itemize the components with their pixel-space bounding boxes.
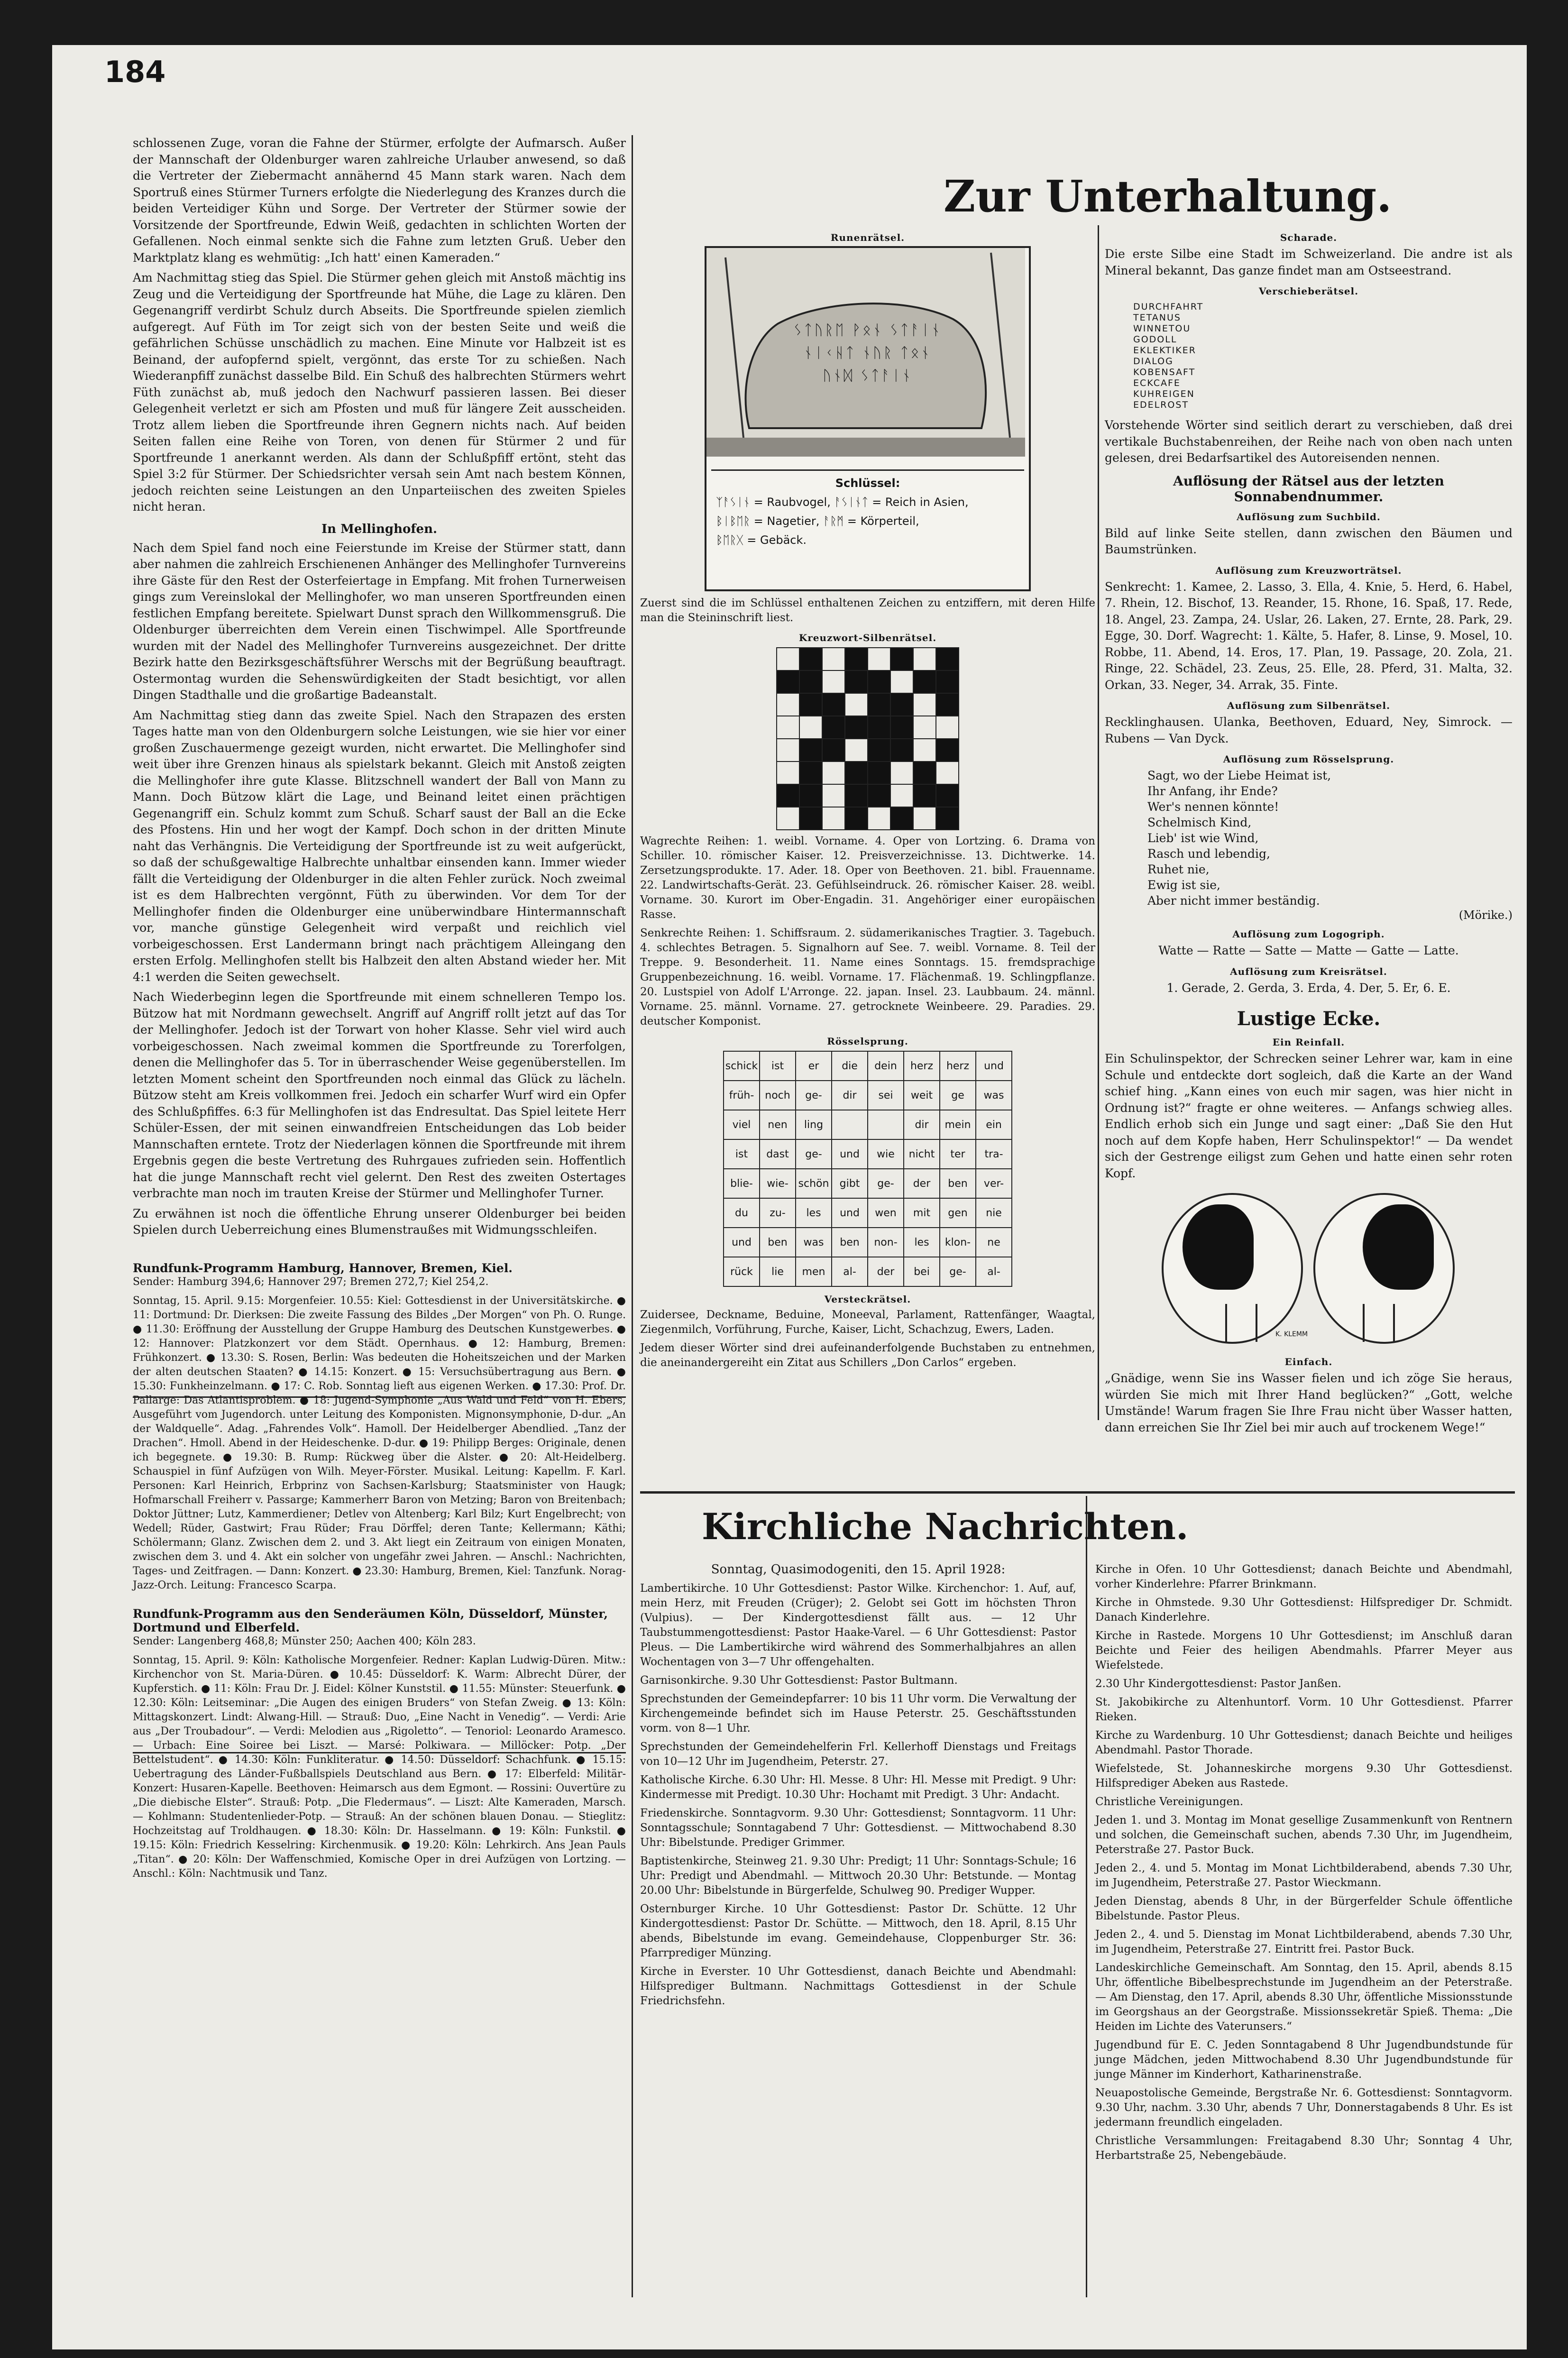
- crossword-black-cell: [845, 784, 868, 807]
- church-notice: Jeden Dienstag, abends 8 Uhr, in der Bürgerfelder Schule öffentliche Bibelstunde. Pastor Pleus.: [1095, 1895, 1513, 1922]
- crossword-black-cell: [799, 693, 822, 716]
- solution-text: Recklinghausen. Ulanka, Beethoven, Eduard, Ney, Simrock. — Rubens — Van Dyck.: [1105, 715, 1513, 745]
- knights-move-cell: dir: [832, 1081, 868, 1110]
- shift-word: KUHREIGEN: [1133, 389, 1195, 399]
- poem-line: Ihr Anfang, ihr Ende?: [1147, 784, 1278, 798]
- poem-line: Ruhet nie,: [1147, 862, 1210, 876]
- knights-move-cell: les: [904, 1228, 940, 1257]
- church-notice: Christliche Vereinigungen.: [1095, 1796, 1244, 1808]
- poem-line: Schelmisch Kind,: [1147, 816, 1252, 829]
- knights-move-cell: ist: [724, 1139, 760, 1169]
- rune-inscription-line: ᛊᛏᚢᚱᛖ ᚹᛟᚾ ᛊᛏᚨᛁᚾ: [793, 322, 942, 339]
- crossword-black-cell: [913, 762, 936, 784]
- radio-program-text: Sonntag, 15. April. 9: Köln: Katholische Morgenfeier. Redner: Kaplan Ludwig-Düren. Mitw.: Kirchenchor von St. Maria-Düren. ● 10.45: Düsseldorf: K. Warm: Albrecht Dürer, der Kupferstich. ● 11: Köln: Frau Dr. J. Eidel: Kölner Kunststil. ● 11.55: Münster: Steuerfunk. ● 12.30: Köln: Leitseminar: „Die Augen des einigen Bruders“ von Stefan Zweig. ● 13: Köln: Mittagskonzert. Lindt: Alwang-Hill. — Strauß: Duo, „Eine Nacht in Venedig“. — Verdi: Arie aus „Der Troubadour“. — Verdi: Melodien aus „Rigoletto“. — Tenoriol: Leonardo Aramesco. — Urbach: Eine Soiree bei Liszt. — Marsé: Polkiwara. — Millöcker: Potp. „Der Bettelstudent“. ● 14.30: Köln: Funkliteratur. ● 14.50: Düsseldorf: Schachfunk. ● 15.15: Uebertragung des Länder-Fußballspiels Deutschland aus Bern. ● 17: Elberfeld: Militär-Konzert: Husaren-Kapelle. Beethoven: Heimarsch aus dem Egmont. — Rossini: Ouvertüre zu „Die diebische Elster“. Strauß: Potp. „Die Fledermaus“. — Liszt: Alte Kameraden, Marsch. — Kohlmann: Studentenlieder-Potp. — Strauß: An der schönen blauen Donau. — Stieglitz: Hochzeitstag auf Troldhaugen. ● 18.30: Köln: Dr. Hasselmann. ● 19: Köln: Funkstil. ● 19.15: Köln: Friedrich Kesselring: Kirchenmusik. ● 19.20: Köln: Lehrkirch. Ans Jean Pauls „Titan“. ● 20: Köln: Der Waffenschmied, Komische Oper in drei Aufzügen von Lortzing. — Anschl.: Köln: Nachtmusik und Tanz.: [133, 1654, 626, 1880]
- crossword-black-cell: [845, 716, 868, 739]
- church-notice: Lambertikirche. 10 Uhr Gottesdienst: Pastor Wilke. Kirchenchor: 1. Auf, auf, mein Herz, mit Freuden (Crüger); 2. Gelobt sei Gott im höchsten Thron (Vulpius). — Der Kindergottesdienst fällt aus. — 12 Uhr Taubstummengottesdienst: Pastor Haake-Varel. — 6 Uhr Gottesdienst: Pastor Pleus. — Die Lambertikirche wird während des Sommerhalbjahres an allen Wochentagen von 3—7 Uhr offengehalten.: [640, 1582, 1076, 1668]
- solution-text: Watte — Ratte — Satte — Matte — Gatte — Latte.: [1158, 944, 1459, 957]
- solution-title: Auflösung zum Logogriph.: [1232, 928, 1385, 940]
- knights-move-cell: nen: [760, 1110, 796, 1139]
- crossword-white-cell: [936, 716, 959, 739]
- church-notice: 2.30 Uhr Kindergottesdienst: Pastor Janßen.: [1095, 1678, 1341, 1690]
- poem-line: Sagt, wo der Liebe Heimat ist,: [1147, 769, 1331, 782]
- knights-move-cell: ge-: [796, 1139, 832, 1169]
- article-paragraph: Zu erwähnen ist noch die öffentliche Ehrung unserer Oldenburger bei beiden Spielen durch Ueberreichung eines Blumenstraußes mit Widmungsschleifen.: [133, 1206, 626, 1237]
- solution-title: Auflösung zum Silbenrätsel.: [1227, 700, 1391, 711]
- sports-report-column: [133, 135, 626, 2297]
- rune-inscription-line: ᚾᛁᚲᚺᛏ ᚾᚢᚱ ᛏᛟᚾ: [804, 345, 932, 361]
- crossword-white-cell: [777, 648, 799, 670]
- crossword-white-cell: [868, 807, 890, 830]
- poem-line: Wer's nennen könnte!: [1147, 800, 1279, 814]
- church-notice: St. Jakobikirche zu Altenhuntorf. Vorm. 10 Uhr Gottesdienst. Pfarrer Rieken.: [1095, 1696, 1513, 1723]
- solution-text: Senkrecht: 1. Kamee, 2. Lasso, 3. Ella, 4. Knie, 5. Herd, 6. Habel, 7. Rhein, 12. Bischof, 13. Reander, 15. Rhone, 16. Spaß, 17. Rede, 18. Angel, 23. Zampa, 24. Uslar, 26. Laken, 27. Ernte, 28. Park, 29. Egge, 30. Dorf. Wagrecht: 1. Kälte, 5. Hafer, 8. Linse, 9. Mosel, 10. Robbe, 11. Abend, 14. Eros, 17. Plan, 19. Passage, 20. Zola, 21. Ringe, 22. Schädel, 23. Zeus, 25. Elle, 28. Pferd, 31. Malta, 32. Orkan, 33. Neger, 34. Arrak, 35. Finte.: [1105, 579, 1513, 692]
- crossword-white-cell: [822, 648, 845, 670]
- puzzle-title: Rösselsprung.: [827, 1036, 908, 1047]
- crossword-black-cell: [845, 762, 868, 784]
- crossword-black-cell: [936, 693, 959, 716]
- knights-move-cell: ben: [760, 1228, 796, 1257]
- puzzle-title: Kreuzwort-Silbenrätsel.: [798, 632, 937, 643]
- cartoon-caption: „Gnädige, wenn Sie ins Wasser fielen und ich zöge Sie heraus, würden Sie mich mit Ihrer Hand beglücken?“ „Gott, welche Umstände! Warum fragen Sie Ihre Frau nicht über Wasser hatten, dann erreichen Sie Ihr Ziel bei mir auch auf trockenem Wege!“: [1105, 1371, 1513, 1434]
- radio-program-heading: Rundfunk-Programm Hamburg, Hannover, Bremen, Kiel.: [133, 1261, 513, 1275]
- shift-word: ECKCAFE: [1133, 378, 1181, 388]
- crossword-white-cell: [799, 716, 822, 739]
- knights-move-cell: und: [976, 1051, 1012, 1081]
- knights-move-cell: herz: [904, 1051, 940, 1081]
- church-notice: Jugendbund für E. C. Jeden Sonntagabend 8 Uhr Jugendbundstunde für junge Mädchen, jeden Mittwochabend 8.30 Uhr Jugendbundstunde für junge Männer im Kinderhort, Katharinenstraße.: [1095, 2039, 1513, 2081]
- crossword-black-cell: [777, 670, 799, 693]
- crossword-black-cell: [868, 784, 890, 807]
- humor-heading: Lustige Ecke.: [1237, 1008, 1381, 1030]
- hidden-word-instructions: Jedem dieser Wörter sind drei aufeinanderfolgende Buchstaben zu entnehmen, die aneinandergereiht ein Zitat aus Schillers „Don Carlos“ ergeben.: [640, 1342, 1095, 1369]
- church-news-date: Sonntag, Quasimodogeniti, den 15. April 1928:: [711, 1562, 1006, 1577]
- subheading: In Mellinghofen.: [321, 522, 438, 536]
- knights-move-cell: ein: [976, 1110, 1012, 1139]
- crossword-white-cell: [913, 693, 936, 716]
- church-notice: Katholische Kirche. 6.30 Uhr: Hl. Messe. 8 Uhr: Hl. Messe mit Predigt. 9 Uhr: Kindermesse mit Predigt. 10.30 Uhr: Hochamt mit Predigt. 3 Uhr: Andacht.: [640, 1774, 1076, 1801]
- knights-move-cell: men: [796, 1257, 832, 1286]
- rune-puzzle-illustration: [705, 246, 1031, 591]
- solution-title: Auflösung zum Suchbild.: [1237, 511, 1381, 523]
- crossword-white-cell: [822, 807, 845, 830]
- church-notice: Landeskirchliche Gemeinschaft. Am Sonntag, den 15. April, abends 8.15 Uhr, öffentliche Bibelbesprechstunde im Jugendheim an der Peterstraße. — Am Dienstag, den 17. April, abends 8.30 Uhr, öffentliche Missionsstunde im Georgshaus an der Georgstraße. Missionssekretär Spieß. Thema: „Die Heiden im Lichte des Vaterunsers.“: [1095, 1962, 1513, 2033]
- crossword-black-cell: [868, 762, 890, 784]
- crossword-black-cell: [890, 693, 913, 716]
- crossword-black-cell: [799, 784, 822, 807]
- puzzle-title: Scharade.: [1280, 232, 1338, 243]
- crossword-black-cell: [822, 716, 845, 739]
- church-news-column-2: [1095, 1562, 1513, 2297]
- knights-move-cell: gibt: [832, 1169, 868, 1198]
- puzzles-solutions-column: [1105, 225, 1513, 1434]
- church-notice: Baptistenkirche, Steinweg 21. 9.30 Uhr: Predigt; 11 Uhr: Sonntags-Schule; 16 Uhr: Predigt und Abendmahl. — Mittwoch 20.30 Uhr: Betstunde. — Montag 20.00 Uhr: Bibelstunde in Bürgerfelde, Schulweg 90. Prediger Wupper.: [640, 1855, 1076, 1897]
- crossword-white-cell: [777, 693, 799, 716]
- knights-move-cell: dein: [868, 1051, 904, 1081]
- poem-line: Lieb' ist wie Wind,: [1147, 831, 1259, 845]
- article-paragraph: Am Nachmittag stieg dann das zweite Spiel. Nach den Strapazen des ersten Tages hatte man von den Oldenburgern solche Leistungen, wie sie hier vor einer großen Zuschauermenge gezeigt wurden, nicht erwartet. Die Mellinghofer sind weit über ihre Grenzen hinaus als spielstark bekannt. Gleich mit Anstoß zeigten die Mellinghofer ihre gute Klasse. Blitzschnell wandert der Ball von Mann zu Mann. Doch Bützow klärt die Lage, und Beinand leitet einen prächtigen Gegenangriff ein. Schulz kommt zum Schuß. Scharf saust der Ball an die Ecke des Pfostens. Hin und her wogt der Kampf. Doch schon in der dritten Minute naht das Verhängnis. Die Verteidigung der Sportfreunde ist zu weit aufgerückt, so daß der schußgewaltige Halbrechte unhaltbar einsenden kann. Immer wieder fällt die Verteidigung der Oldenburger in die alten Fehler zurück. Noch zweimal ist es dem Halbrechten vergönnt, Füth zu überwinden. Vor dem Tor der Mellinghofer finden die Oldenburger eine unüberwindbare Hintermannschaft vor, manche günstige Gelegenheit wird verpaßt und reichlich viel vorbeigeschossen. Erst Landermann bringt nach prächtigem Alleingang den ersten Erfolg. Mellinghofen stellt bis Halbzeit den alten Abstand wieder her. Mit 4:1 werden die Seiten gewechselt.: [133, 708, 626, 984]
- crossword-black-cell: [936, 648, 959, 670]
- crossword-black-cell: [890, 807, 913, 830]
- church-notice: Wiefelstede, St. Johanneskirche morgens 9.30 Uhr Gottesdienst. Hilfsprediger Abeken aus Rastede.: [1095, 1762, 1513, 1789]
- church-notice: Garnisonkirche. 9.30 Uhr Gottesdienst: Pastor Bultmann.: [640, 1674, 958, 1687]
- column-rule: [632, 135, 633, 2297]
- solutions-heading: Auflösung der Rätsel aus der letzten Sonnabendnummer.: [1173, 473, 1445, 505]
- knights-move-cell: dir: [904, 1110, 940, 1139]
- knights-move-cell: al-: [976, 1257, 1012, 1286]
- knights-move-cell: mein: [940, 1110, 976, 1139]
- knights-move-cell: und: [832, 1139, 868, 1169]
- crossword-white-cell: [822, 670, 845, 693]
- puzzle-title: Runenrätsel.: [830, 232, 905, 243]
- knights-move-cell: rück: [724, 1257, 760, 1286]
- cartoon-signature: K. KLEMM: [1275, 1330, 1308, 1338]
- puzzle-title: Verschieberätsel.: [1258, 285, 1359, 297]
- crossword-white-cell: [822, 784, 845, 807]
- church-notice: Friedenskirche. Sonntagvorm. 9.30 Uhr: Gottesdienst; Sonntagvorm. 11 Uhr: Sonntagsschule; Sonntagabend 7 Uhr: Gottesdienst. — Mittwochabend 8.30 Uhr: Bibelstunde. Prediger Grimmer.: [640, 1807, 1076, 1849]
- solution-title: Auflösung zum Rösselsprung.: [1223, 753, 1394, 765]
- shift-word: DIALOG: [1133, 356, 1174, 367]
- crossword-grid: [776, 647, 959, 830]
- crossword-white-cell: [777, 739, 799, 762]
- crossword-black-cell: [868, 693, 890, 716]
- crossword-white-cell: [913, 716, 936, 739]
- knights-move-cell: und: [724, 1228, 760, 1257]
- crossword-black-cell: [799, 648, 822, 670]
- radio-program-text: Sonntag, 15. April. 9.15: Morgenfeier. 10.55: Kiel: Gottesdienst in der Universitätskirche. ● 11: Dortmund: Dr. Dierksen: Die zweite Fassung des Bildes „Der Morgen“ von Ph. O. Runge. ● 11.30: Eröffnung der Ausstellung der Gruppe Hamburg des Deutschen Kunstgewerbes. ● 12: Hannover: Platzkonzert vor dem Städt. Opernhaus. ● 12: Hamburg, Bremen: Frühkonzert. ● 13.30: S. Rosen, Berlin: Was bedeuten die Hoheitszeichen und der Marken der alten deutschen Staaten? ● 14.15: Konzert. ● 15: Versuchsübertragung aus Bern. ● 15.30: Funkheinzelmann. ● 17: C. Rob. Sonntag lieft aus eigenen Werken. ● 17.30: Prof. Dr. Pallarge: Das Atlantisproblem. ● 18: Jugend-Symphonie „Aus Wald und Feld“ von H. Ebers, Ausgeführt vom Jugendorch. unter Leitung des Komponisten. Mignonsymphonie, D-dur. „An der Waldquelle“. Adag. „Fahrendes Volk“. Hamoll. Der Heidelberger Abendlied. „Tanz der Drachen“. Hmoll. Abend in der Heideschenke. D-dur. ● 19: Philipp Berges: Originale, denen ich begegnete. ● 19.30: B. Rump: Rückweg über die Alster. ● 20: Alt-Heidelberg. Schauspiel in fünf Aufzügen von Wilh. Meyer-Förster. Musikal. Leitung: Kapellm. F. Karl. Personen: Karl Heinrich, Erbprinz von Sachsen-Karlsburg; Staatsminister von Haugk; Hofmarschall Freiherr v. Passarge; Kammerherr Baron von Metzing; Baron von Breitenbach; Doktor Jüttner; Lutz, Kammerdiener; Detlev von Altenberg; Karl Bilz; Kurt Engelbrecht; von Wedell; Rüder, Gastwirt; Frau Rüder; Frau Dörffel; deren Tante; Kellermann; Käthi; Schölermann; Glanz. Zwischen dem 2. und 3. Akt liegt ein Zeitraum von einigen Monaten, zwischen dem 3. und 4. Akt ein solcher von ungefähr zwei Jahren. — Anschl.: Nachrichten, Tages- und Zeitfragen. — Dann: Konzert. ● 23.30: Hamburg, Bremen, Kiel: Tanzfunk. Norag-Jazz-Orch. Leitung: Francesco Scarpa.: [133, 1294, 626, 1591]
- knights-move-cell: ter: [940, 1139, 976, 1169]
- puzzles-column: [640, 225, 1095, 1411]
- shift-word: EKLEKTIKER: [1133, 345, 1196, 356]
- crossword-white-cell: [845, 739, 868, 762]
- section-title: Zur Unterhaltung.: [944, 171, 1392, 222]
- knights-move-cell: du: [724, 1198, 760, 1228]
- knights-move-cell: gen: [940, 1198, 976, 1228]
- cartoon-woman-portrait: [1162, 1193, 1303, 1344]
- poem-author: (Mörike.): [1458, 908, 1513, 922]
- knights-move-cell: früh-: [724, 1081, 760, 1110]
- radio-senders: Sender: Langenberg 468,8; Münster 250; Aachen 400; Köln 283.: [133, 1635, 476, 1647]
- church-notice: Kirche in Ohmstede. 9.30 Uhr Gottesdienst: Hilfsprediger Dr. Schmidt. Danach Kinderlehre.: [1095, 1596, 1513, 1624]
- knights-move-cell: er: [796, 1051, 832, 1081]
- knights-move-cell: [868, 1110, 904, 1139]
- knights-move-cell: wen: [868, 1198, 904, 1228]
- church-notice: Kirche in Everster. 10 Uhr Gottesdienst, danach Beichte und Abendmahl: Hilfsprediger Bultmann. Nachmittags Gottesdienst in der Schule Friedrichsfehn.: [640, 1965, 1076, 2007]
- knights-move-cell: ge-: [796, 1081, 832, 1110]
- crossword-white-cell: [777, 716, 799, 739]
- knights-move-cell: schön: [796, 1169, 832, 1198]
- rune-key-line: ᛒᛖᚱᚷ = Gebäck.: [716, 533, 807, 547]
- knights-move-cell: viel: [724, 1110, 760, 1139]
- knights-move-cell: schick: [724, 1051, 760, 1081]
- knights-move-cell: ben: [940, 1169, 976, 1198]
- knights-move-cell: ge-: [940, 1257, 976, 1286]
- radio-program-heading: Rundfunk-Programm aus den Senderäumen Köln, Düsseldorf, Münster, Dortmund und Elberfeld.: [133, 1606, 608, 1634]
- crossword-black-cell: [777, 784, 799, 807]
- knights-move-cell: was: [976, 1081, 1012, 1110]
- knights-move-cell: klon-: [940, 1228, 976, 1257]
- knights-move-cell: wie: [868, 1139, 904, 1169]
- page-number: 184: [104, 55, 166, 89]
- knights-move-cell: nie: [976, 1198, 1012, 1228]
- knights-move-cell: ge: [940, 1081, 976, 1110]
- knights-move-cell: der: [904, 1169, 940, 1198]
- cartoon-illustration: [1162, 1188, 1456, 1349]
- crossword-black-cell: [799, 739, 822, 762]
- knights-move-cell: les: [796, 1198, 832, 1228]
- shift-word-list: [1133, 302, 1513, 411]
- church-news-title: Kirchliche Nachrichten.: [702, 1505, 1189, 1548]
- church-notice: Jeden 2., 4. und 5. Montag im Monat Lichtbilderabend, abends 7.30 Uhr, im Jugendheim, Peterstraße 27. Pastor Wieckmann.: [1095, 1862, 1513, 1889]
- knights-move-cell: sei: [868, 1081, 904, 1110]
- knights-move-cell: und: [832, 1198, 868, 1228]
- crossword-black-cell: [936, 784, 959, 807]
- solution-title: Auflösung zum Kreuzworträtsel.: [1215, 564, 1402, 576]
- crossword-black-cell: [822, 693, 845, 716]
- knights-move-cell: blie-: [724, 1169, 760, 1198]
- knights-move-cell: herz: [940, 1051, 976, 1081]
- church-notice: Sprechstunden der Gemeindehelferin Frl. Kellerhoff Dienstags und Freitags von 10—12 Uhr im Jugendheim, Peterstr. 27.: [640, 1741, 1076, 1768]
- knights-move-cell: noch: [760, 1081, 796, 1110]
- shift-word: EDELROST: [1133, 400, 1189, 410]
- church-news-column-1: [640, 1562, 1076, 2297]
- crossword-clues-across: Wagrechte Reihen: 1. weibl. Vorname. 4. Oper von Lortzing. 6. Drama von Schiller. 10. römischer Kaiser. 12. Preisverzeichnisse. 13. Dichtwerke. 14. Zersetzungsprodukte. 17. Ader. 18. Oper von Beethoven. 21. bibl. Frauenname. 22. Landwirtschafts-Gerät. 23. Gefühlseindruck. 26. römischer Kaiser. 28. weibl. Vorname. 30. Kurort im Ober-Engadin. 31. Angehöriger einer europäischen Rasse.: [640, 835, 1095, 921]
- rune-key: [711, 469, 1024, 585]
- article-paragraph: Nach dem Spiel fand noch eine Feierstunde im Kreise der Stürmer statt, dann aber nahmen die zahlreich Erschienenen Anhänger des Mellinghofer Turnvereins ihre Gäste für den Rest der Osterfeiertage in Empfang. Mit frohen Turnerweisen gings zum Vereinslokal der Mellinghofer, wo man unseren Sportfreunden einen festlichen Empfang bereitete. Spielwart Dunst sprach den Willkommensgruß. Die Oldenburger überreichten dem Verein einen Tischwimpel. Alle Sportfreunde wurden mit der Nadel des Mellinghofer Turnvereins ausgezeichnet. Der dritte Bezirk hatte den Bezirksgeschäftsführer Werschs mit der Begrüßung beauftragt. Ostermontag wurden die Sehenswürdigkeiten der Stadt besichtigt, vor allen Dingen Stadthalle und die großartige Badeanstalt.: [133, 541, 626, 702]
- knights-move-cell: zu-: [760, 1198, 796, 1228]
- knights-move-cell: bei: [904, 1257, 940, 1286]
- crossword-black-cell: [799, 807, 822, 830]
- humor-text: Ein Schulinspektor, der Schrecken seiner Lehrer war, kam in eine Schule und entdeckte dort sogleich, daß die Karte an der Wand schief hing. „Kann eines von euch mir sagen, was hier nicht in Ordnung ist?“ fragte er ohne weiteres. — Anfangs schwieg alles. Endlich erhob sich ein Junge und sagt einer: „Daß Sie den Hut noch auf dem Kopfe haben, Herr Schulinspektor!“ — Da wendet sich der Gestrenge eiligst zum Gehen und hatte einen sehr roten Kopf.: [1105, 1052, 1513, 1180]
- article-paragraph: Nach Wiederbeginn legen die Sportfreunde mit einem schnelleren Tempo los. Bützow hat mit Nordmann gewechselt. Angriff auf Angriff rollt jetzt auf das Tor der Mellinghofer. Jedoch ist der Torwart von hoher Klasse. Sehr viel wird auch vorbeigeschossen. Nach zweimal kommen die Sportfreunde zu Torerfolgen, denen die Mellinghofer das 5. Tor in überraschender Weise gegenüberstellen. Im letzten Moment scheint den Sportfreunden noch einmal das Glück zu lächeln. Bützow steht am Kreis vollkommen frei. Jedoch ein scharfer Wurf wird ein Opfer des Schlußpfiffes. 6:3 für Mellinghofen ist das Endresultat. Das Spiel leitete Herr Schüler-Essen, der mit seinen einwandfreien Entscheidungen das Lob beider Mannschaften erntete. Trotz der Niederlagen können die Sportfreunde mit ihrem Ergebnis gegen die beste Vertretung des Ruhrgaues zufrieden sein. Hoffentlich hat die junge Mannschaft recht viel gelernt. Den Rest des zweiten Ostertages verbrachte man noch im trauten Kreise der Stürmer und Mellinghofer Turner.: [133, 990, 626, 1200]
- knights-move-cell: ge-: [868, 1169, 904, 1198]
- shift-word: TETANUS: [1133, 312, 1181, 323]
- poem-line: Rasch und lebendig,: [1147, 847, 1270, 861]
- knights-move-cell: ling: [796, 1110, 832, 1139]
- knights-move-cell: was: [796, 1228, 832, 1257]
- rune-key-title: Schlüssel:: [835, 477, 900, 490]
- rune-inscription-line: ᚢᚾᛞ ᛊᛏᚨᛁᚾ: [823, 367, 913, 384]
- church-notice: Kirche zu Wardenburg. 10 Uhr Gottesdienst; danach Beichte und heiliges Abendmahl. Pastor Thorade.: [1095, 1729, 1513, 1756]
- crossword-black-cell: [845, 807, 868, 830]
- knights-move-cell: dast: [760, 1139, 796, 1169]
- knights-move-cell: mit: [904, 1198, 940, 1228]
- crossword-black-cell: [868, 670, 890, 693]
- crossword-white-cell: [890, 762, 913, 784]
- church-notice: Sprechstunden der Gemeindepfarrer: 10 bis 11 Uhr vorm. Die Verwaltung der Kirchengemeinde befindet sich im Hause Peterstr. 25. Geschäftsstunden vorm. von 8—1 Uhr.: [640, 1693, 1076, 1734]
- crossword-black-cell: [936, 807, 959, 830]
- crossword-white-cell: [868, 648, 890, 670]
- knights-move-cell: weit: [904, 1081, 940, 1110]
- knights-move-cell: al-: [832, 1257, 868, 1286]
- charade-text: Die erste Silbe eine Stadt im Schweizerland. Die andre ist als Mineral bekannt, Das ganze findet man am Ostseestrand.: [1105, 247, 1513, 277]
- crossword-clues-down: Senkrechte Reihen: 1. Schiffsraum. 2. südamerikanisches Tragtier. 3. Tagebuch. 4. schlechtes Betragen. 5. Signalhorn auf See. 7. weibl. Vorname. 8. Teil der Treppe. 9. Besonderheit. 11. Name eines Sonntags. 15. fremdsprachige Gruppenbezeichnung. 16. weibl. Vorname. 17. Flächenmaß. 19. Schlingpflanze. 20. Lustspiel von Adolf L'Arronge. 22. japan. Insel. 23. Laubbaum. 24. männl. Vorname. 25. männl. Vorname. 27. getrocknete Weinbeere. 29. Paradies. 29. deutscher Komponist.: [640, 927, 1095, 1028]
- puzzle-title: Versteckrätsel.: [824, 1294, 911, 1305]
- crossword-black-cell: [890, 739, 913, 762]
- crossword-black-cell: [822, 739, 845, 762]
- column-rule: [1086, 1496, 1087, 2297]
- cartoon-title: Einfach.: [1284, 1356, 1333, 1367]
- hidden-word-list: Zuidersee, Deckname, Beduine, Moneeval, Parlament, Rattenfänger, Waagtal, Ziegenmilch, Vorführung, Furche, Kaiser, Licht, Schachzug, Ewers, Laden.: [640, 1309, 1095, 1336]
- crossword-black-cell: [845, 670, 868, 693]
- crossword-black-cell: [890, 648, 913, 670]
- crossword-black-cell: [936, 739, 959, 762]
- rune-key-line: ᛉᚨᛊᛁᚾ = Raubvogel, ᚨᛊᛁᚾᛏ = Reich in Asien,: [716, 495, 969, 509]
- knights-move-cell: wie-: [760, 1169, 796, 1198]
- knights-move-cell: [832, 1110, 868, 1139]
- church-notice: Neuapostolische Gemeinde, Bergstraße Nr. 6. Gottesdienst: Sonntagvorm. 9.30 Uhr, nachm. 3.30 Uhr, abends 7 Uhr, Donnerstagabends 8 Uhr. Es ist jedermann freundlich eingeladen.: [1095, 2087, 1513, 2129]
- shift-word: GODOLL: [1133, 334, 1177, 345]
- crossword-white-cell: [777, 762, 799, 784]
- solution-text: Bild auf linke Seite stellen, dann zwischen den Bäumen und Baumstrünken.: [1105, 526, 1513, 556]
- crossword-black-cell: [936, 670, 959, 693]
- crossword-black-cell: [913, 784, 936, 807]
- crossword-white-cell: [913, 648, 936, 670]
- knights-move-cell: der: [868, 1257, 904, 1286]
- article-paragraph: schlossenen Zuge, voran die Fahne der Stürmer, erfolgte der Aufmarsch. Außer der Mannschaft der Oldenburger waren zahlreiche Urlauber anwesend, so daß die Vertreter der Ziebermacht annähernd 45 Mann stark waren. Nach dem Sportruß eines Stürmer Turners erfolgte die Niederlegung des Kranzes durch die beiden Verteidiger Kühn und Sorge. Der Vertreter der Stürmer sowie der Vorsitzende der Sportfreunde, Edwin Weiß, gedachten in schlichten Worten der Gefallenen. Noch einmal senkte sich die Fahne zum letzten Gruß. Ueber den Marktplatz klang es wehmütig: „Ich hatt' einen Kameraden.“: [133, 136, 626, 265]
- poem-line: Ewig ist sie,: [1147, 878, 1220, 892]
- solution-poem: [1147, 768, 1513, 908]
- knights-move-cell: die: [832, 1051, 868, 1081]
- church-notice: Kirche in Rastede. Morgens 10 Uhr Gottesdienst; im Anschluß daran Beichte und Feier des heiligen Abendmahls. Pfarrer Meyer aus Wiefelstede.: [1095, 1630, 1513, 1671]
- knights-move-grid: [723, 1051, 1012, 1287]
- crossword-white-cell: [913, 739, 936, 762]
- crossword-black-cell: [799, 762, 822, 784]
- crossword-black-cell: [913, 670, 936, 693]
- shift-word: DURCHFAHRT: [1133, 302, 1204, 312]
- shift-word: WINNETOU: [1133, 323, 1191, 334]
- column-rule: [1098, 225, 1099, 1420]
- knights-move-cell: ver-: [976, 1169, 1012, 1198]
- church-notice: Osternburger Kirche. 10 Uhr Gottesdienst: Pastor Dr. Schütte. 12 Uhr Kindergottesdienst: Pastor Dr. Schütte. — Mittwoch, den 18. April, 8.15 Uhr abends, Bibelstunde im evang. Gemeindehause, Cloppenburger Str. 36: Pfarrprediger Münzing.: [640, 1903, 1076, 1959]
- knights-move-cell: ist: [760, 1051, 796, 1081]
- crossword-white-cell: [936, 762, 959, 784]
- humor-subheading: Ein Reinfall.: [1272, 1037, 1345, 1048]
- knights-move-cell: ne: [976, 1228, 1012, 1257]
- crossword-black-cell: [868, 716, 890, 739]
- church-notice: Kirche in Ofen. 10 Uhr Gottesdienst; danach Beichte und Abendmahl, vorher Kinderlehre: Pfarrer Brinkmann.: [1095, 1563, 1513, 1590]
- knights-move-cell: lie: [760, 1257, 796, 1286]
- section-rule: [640, 1491, 1515, 1494]
- knights-move-cell: nicht: [904, 1139, 940, 1169]
- rune-key-line: ᛒᛁᛒᛖᚱ = Nagetier, ᚨᚱᛗ = Körperteil,: [716, 514, 919, 528]
- knights-move-cell: non-: [868, 1228, 904, 1257]
- crossword-black-cell: [799, 670, 822, 693]
- crossword-black-cell: [890, 716, 913, 739]
- solution-text: 1. Gerade, 2. Gerda, 3. Erda, 4. Der, 5. Er, 6. E.: [1166, 981, 1451, 995]
- crossword-white-cell: [890, 784, 913, 807]
- poem-line: Aber nicht immer beständig.: [1147, 894, 1320, 908]
- church-notice: Jeden 1. und 3. Montag im Monat gesellige Zusammenkunft von Rentnern und solchen, die Gemeinschaft suchen, abends 7.30 Uhr, im Jugendheim, Peterstraße 27. Pastor Buck.: [1095, 1814, 1513, 1856]
- radio-senders: Sender: Hamburg 394,6; Hannover 297; Bremen 272,7; Kiel 254,2.: [133, 1275, 489, 1288]
- church-notice: Christliche Versammlungen: Freitagabend 8.30 Uhr; Sonntag 4 Uhr, Herbartstraße 25, Nebengebäude.: [1095, 2135, 1513, 2162]
- crossword-black-cell: [845, 648, 868, 670]
- church-notice: Jeden 2., 4. und 5. Dienstag im Monat Lichtbilderabend, abends 7.30 Uhr, im Jugendheim, Peterstraße 27. Eintritt frei. Pastor Buck.: [1095, 1928, 1513, 1955]
- crossword-white-cell: [913, 807, 936, 830]
- shift-puzzle-text: Vorstehende Wörter sind seitlich derart zu verschieben, daß drei vertikale Buchstabenreihen, der Reihe nach von oben nach unten gelesen, drei Bedarfsartikel des Autoreisenden nennen.: [1105, 418, 1513, 465]
- puzzle-caption: Zuerst sind die im Schlüssel enthaltenen Zeichen zu entziffern, mit deren Hilfe man die Steininschrift liest.: [640, 597, 1095, 624]
- solution-title: Auflösung zum Kreisrätsel.: [1230, 965, 1387, 977]
- article-paragraph: Am Nachmittag stieg das Spiel. Die Stürmer gehen gleich mit Anstoß mächtig ins Zeug und die Verteidigung der Sportfreunde hat Mühe, die Lage zu klären. Den Gegenangriff verdirbt Schulz durch Abseits. Die Sportfreunde spielen ziemlich aufgeregt. Auf Füth im Tor zeigt sich von der besten Seite und weiß die gefährlichen Schüsse unschädlich zu machen. Eine Minute vor Halbzeit ist es Beinand, der aufopfernd spielt, vergönnt, das erste Tor zu schießen. Nach Wiederanpfiff zunächst dasselbe Bild. Ein Schuß des halbrechten Stürmers wehrt Füth zunächst ab, muß jedoch den Nachwurf passieren lassen. Bei dieser Gelegenheit verletzt er sich am Pfosten und muß für längere Zeit ausscheiden. Trotz allem lieben die Sportfreunde ihren Gegnern nichts nach. Auf beiden Seiten fallen eine Reihe von Toren, von denen für Stürmer 2 und für Sportfreunde 1 anerkannt werden. Als dann der Schlußpfiff ertönt, steht das Spiel 3:2 für Stürmer. Der Schiedsrichter versah sein Amt nach bestem Können, jedoch reichten seine Leistungen an den Unparteiischen des zweiten Spieles nicht heran.: [133, 271, 626, 514]
- cartoon-man-portrait: [1313, 1193, 1455, 1344]
- crossword-white-cell: [777, 807, 799, 830]
- knights-move-cell: tra-: [976, 1139, 1012, 1169]
- newspaper-page: [52, 45, 1527, 2349]
- crossword-white-cell: [822, 762, 845, 784]
- crossword-black-cell: [868, 739, 890, 762]
- knights-move-cell: ben: [832, 1228, 868, 1257]
- shift-word: KOBENSAFT: [1133, 367, 1196, 377]
- crossword-white-cell: [845, 693, 868, 716]
- crossword-white-cell: [890, 670, 913, 693]
